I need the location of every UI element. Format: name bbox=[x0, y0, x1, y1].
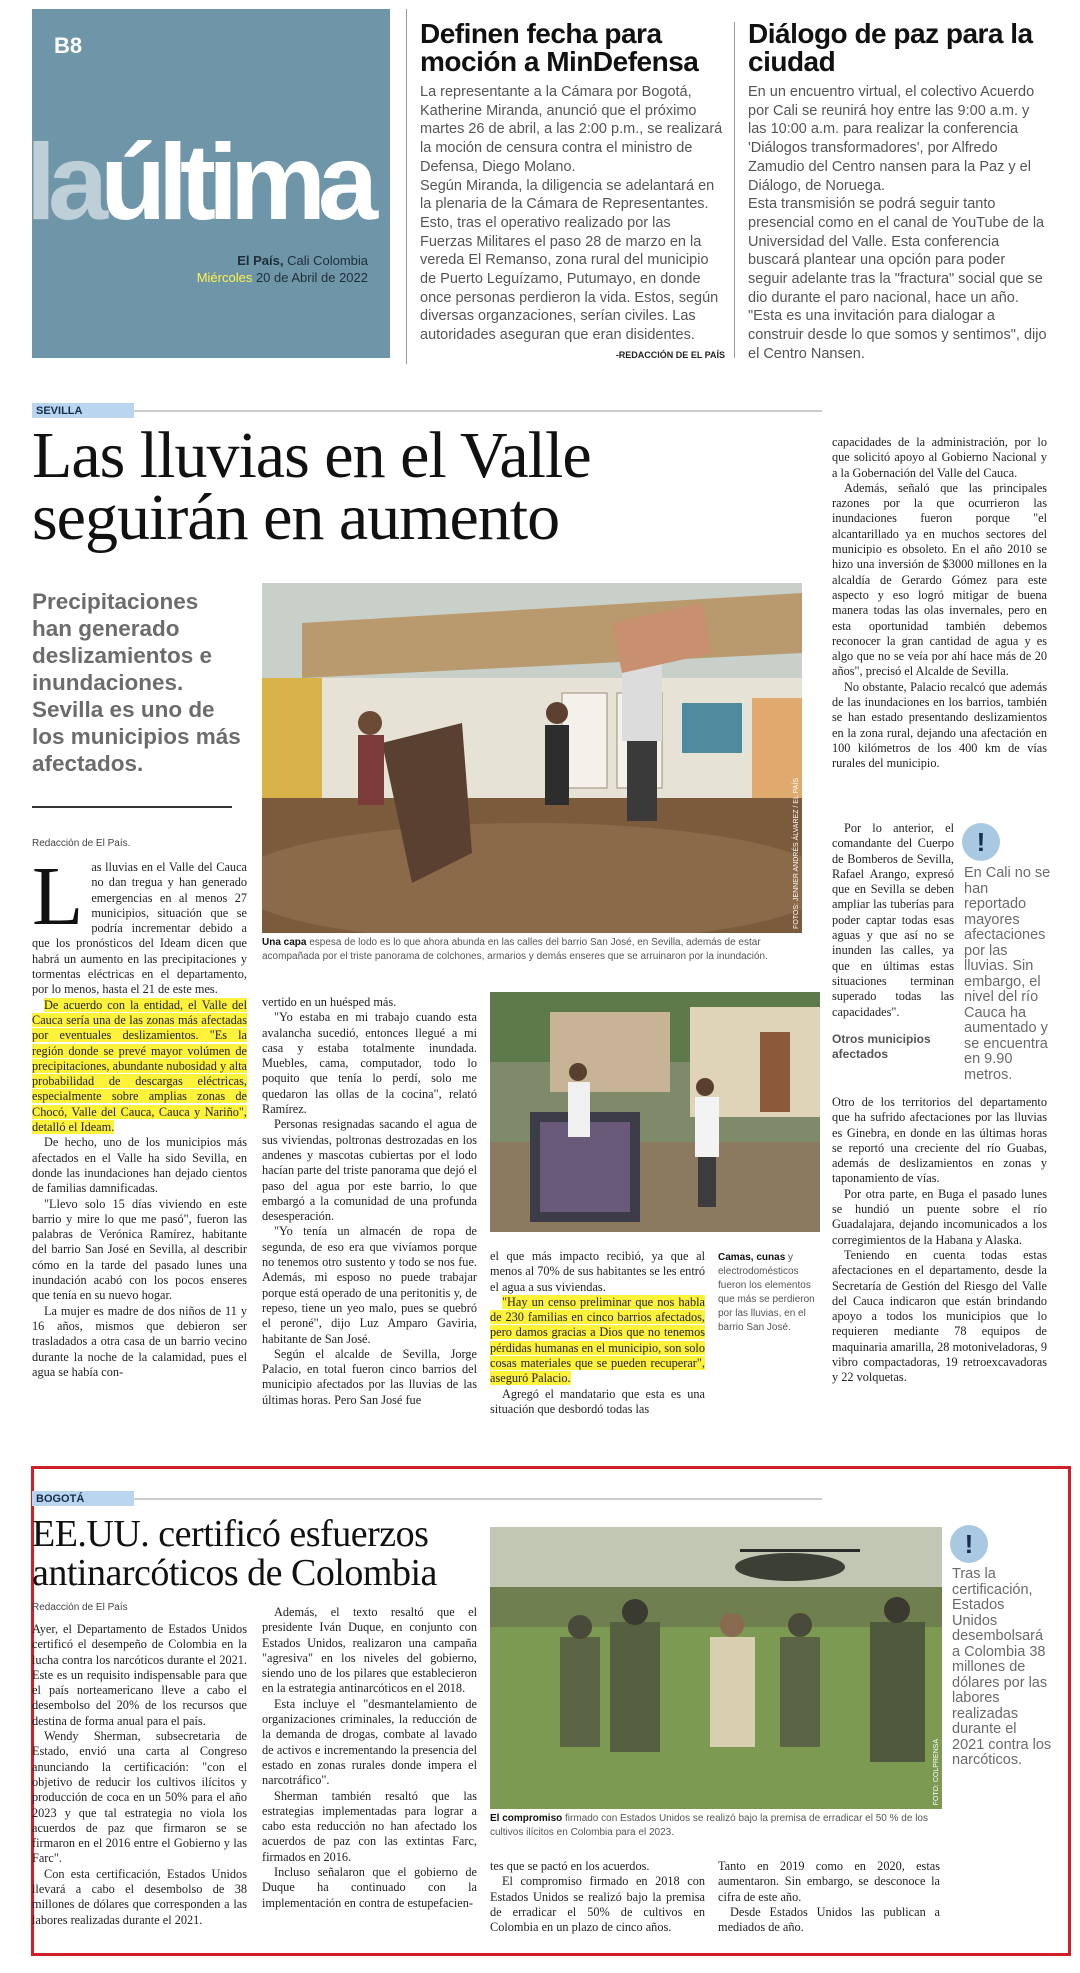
photo-credit: FOTOS: JENNER ANDRÉS ÁLVAREZ / EL PAÍS bbox=[793, 778, 800, 929]
side-note: En Cali no se han reportado mayores afectaciones por las lluvias. Sin embargo, el nivel del río Cauca ha aumentado y se encuentra en 9.90 metros. bbox=[964, 865, 1051, 1083]
brief-body: En un encuentro virtual, el colectivo Acuerdo por Cali se reunirá hoy entre las 9:00 a.m. y las 10:00 a.m. para realizar la conferencia 'Diálogos transformadores', por Alfredo Zamudio del Centro nansen para la Paz y el Diálogo, de Noruega. Esta transmisión se podrá seguir tanto presencial como en el canal de YouTube de la Universidad del Valle. Esta conferencia buscará plantear una opción para poder seguir adelante tras la "fractura" social que se dio durante el paro nacional, hace un año. "Esta es una invitación para dialogar a construir desde lo que somos y sentimos", dijo el Centro Nansen. bbox=[748, 84, 1047, 362]
section-tag: SEVILLA bbox=[32, 403, 134, 418]
location: Cali Colombia bbox=[287, 253, 368, 268]
date: 20 de Abril de 2022 bbox=[255, 270, 368, 285]
story-column-4: capacidades de la administración, por lo que solicitó apoyo al Gobierno Nacional y a la Gobernación del Valle del Cauca. Además, señaló que las principales razones por la que ocurrieron las inundaciones fueron porque "el alcantarillado ya en muchos sectores del municipio es obsoleto. En el año 2010 se hizo una inversión de $3000 millones en la alcaldía de Gerardo Gómez para este aspecto y eso logró mitigar de buena manera todas las olas invernales, pero en esta oportunidad también debemos reconocer la gran cantidad de agua y es algo que no se veía por ahí hace más de 20 años", precisó el Alcalde de Sevilla. No obstante, Palacio recalcó que además de las inundaciones en los barrios, también se han estado presentando deslizamientos en la zona rural, dejando una afectación en 100 kilómetros de los 400 km de vías rurales del municipio. bbox=[832, 435, 1047, 771]
highlighted-quote: "Hay un censo preliminar que nos habla de 230 familias en cinco barrios afectados, pero damos gracias a Dios que no tenemos pérdidas humanas en el municipio, son solo cosas materiales que se pueden recuperar", aseguró Palacio. bbox=[490, 1294, 705, 1386]
story-column-1: L as lluvias en el Valle del Cauca no dan tregua y han generado emergencias en al menos 27 municipios, situación que se podría incrementar debido a que los pronósticos del Ideam dicen que habrá un aumento en las precipitaciones y tormentas eléctricas en el departamento, por lo menos, hasta el 21 de este mes. De acuerdo con la entidad, el Valle del Cauca sería una de las zonas más afectadas por eventuales deslizamientos. "Es la región donde se prevé mayor volúmen de precipitaciones, abundante nubosidad y alta probabilidad de descargas eléctricas, especialmente sobre amplias zonas de Chocó, Valle del Cauca, Cauca y Nariño", detalló el Ideam. De hecho, uno de los municipios más afectados en el Valle ha sido Sevilla, en donde las inundaciones han dejado cientos de familias damnificadas. "Llevo solo 15 días viviendo en este barrio y mire lo que me pasó", fueron las palabras de Verónica Ramírez, habitante del barrio San José en Sevilla, al describir cómo en la tarde del pasado lunes una inundación acabó con los pocos enseres que tenía en su nuevo hogar. La mujer es madre de dos niños de 11 y 16 años, mismos que debieron ser trasladados a otra casa de un barrio vecino durante la noche de la calamidad, pues el agua se había con- bbox=[32, 850, 247, 1379]
section-logo: laúltima bbox=[26, 121, 371, 242]
flood-photo bbox=[262, 583, 802, 933]
headline: EE.UU. certificó esfuerzos antinarcóticos de Colombia bbox=[32, 1513, 437, 1594]
story-column-1: Ayer, el Departamento de Estados Unidos certificó el desempeño de Colombia en la lucha contra los narcóticos durante el 2021. Este es un requisito indispensable para que el país norteamericano lleve a cabo el desembolso del 20% de los recursos que destina de forma anual para el país. Wendy Sherman, subsecretaria de Estado, envió una carta al Congreso anunciando la certificación: "con el objetivo de reducir los cultivos ilícitos y producción de coca en un 50% para el año 2023 y que tal estrategia no viola los acuerdos de paz que firmaron se se firmaron en el 2016 entre el Gobierno y las Farc". Con esta certificación, Estados Unidos llevará a cabo el desembolso de 38 millones de dólares que corresponden a las labores realizadas durante el 2021. bbox=[32, 1622, 247, 1927]
brief-title: Diálogo de paz para la ciudad bbox=[748, 18, 1033, 77]
column-divider bbox=[734, 22, 735, 358]
brief-body: La representante a la Cámara por Bogotá, Katherine Miranda, anunció que el próximo martes 26 de abril, a las 2:00 p.m., se realizará la moción de censura contra el ministro de Defensa, Diego Molano. Según Miranda, la diligencia se adelantará en la plenaria de la Cámara de Representantes. Esto, tras el operativo realizado por las Fuerzas Militares el paso 28 de marzo en la vereda El Remanso, zona rural del municipio de Puerto Leguízamo, Putumayo, en donde once personas perdieron la vida. Estos, según diversas organzaciones, serían civiles. Las autoridades aseguran que eran disidentes. bbox=[420, 84, 723, 344]
brief-dialogo-paz bbox=[748, 20, 1048, 364]
story-column-3: el que más impacto recibió, ya que al menos al 70% de sus habitantes se les entró el agua a sus viviendas. "Hay un censo preliminar que nos habla de 230 familias en cinco barrios afectados, pero damos gracias a Dios que no tenemos pérdidas humanas en el municipio, son solo cosas materiales que se pueden recuperar", aseguró Palacio. Agregó el mandatario que esta es una situación que desbordó todas las bbox=[490, 1249, 705, 1416]
section-rule bbox=[134, 410, 822, 412]
alert-icon: ! bbox=[950, 1525, 988, 1563]
story-column-4-bottom: Otro de los territorios del departamento que ha sufrido afectaciones por las lluvias es Ginebra, en donde en las últimas horas se reportó una creciente del río Guabas, además de deslizamientos en zonas y taponamiento de vías. Por otra parte, en Buga el pasado lunes se hundió un puente sobre el río Guadalajara, dejando incomunicados a los corregimientos de la Habana y Alaska. Teniendo en cuenta todas estas afectaciones en el departamento, desde la Secretaría de Gestión del Riesgo del Valle del Cauca indicaron que están brindando apoyo a todos los municipios que lo requieren mediante 78 equipos de maquinaria amarilla, 28 motoniveladoras, 9 vibro compactadoras, 19 retroexcavadoras y 22 volquetas. bbox=[832, 1095, 1047, 1385]
headline: Las lluvias en el Valle seguirán en aumento bbox=[32, 419, 591, 554]
section-rule bbox=[134, 1498, 822, 1500]
byline: Redacción de El País bbox=[32, 1602, 128, 1613]
story-column-3: tes que se pactó en los acuerdos. El compromiso firmado en 2018 con Estados Unidos se realizó bajo la premisa de erradicar el 50% de cultivos en Colombia en un plazo de cinco años. bbox=[490, 1859, 705, 1935]
side-note: Tras la certificación, Estados Unidos desembolsará a Colombia 38 millones de dólares por las labores realizadas durante el 2021 contra los narcóticos. bbox=[952, 1566, 1052, 1768]
newspaper-name: El País, bbox=[237, 253, 284, 268]
section-brand-block bbox=[26, 9, 390, 358]
flood-photo-image bbox=[262, 583, 802, 933]
weekday: Miércoles bbox=[196, 270, 253, 285]
subheadline: Precipitaciones han generado deslizamientos e inundaciones. Sevilla es uno de los municipios más afectados. bbox=[32, 589, 241, 776]
street-photo bbox=[490, 992, 820, 1232]
brief-mindefensa bbox=[420, 20, 725, 360]
page-number: B8 bbox=[54, 33, 83, 58]
subhead: Otros municipios afectados bbox=[832, 1031, 931, 1062]
photo-caption: El compromiso firmado con Estados Unidos se realizó bajo la premisa de erradicar el 50 % de los cultivos ilícitos en Colombia para el 2023. bbox=[490, 1813, 928, 1838]
photo-credit: FOTO: COLPRENSA bbox=[933, 1738, 940, 1805]
section-tag: BOGOTÁ bbox=[32, 1491, 134, 1506]
soldiers-photo-image bbox=[490, 1527, 942, 1809]
alert-icon: ! bbox=[962, 823, 1000, 861]
photo-caption: Camas, cunas y electrodomésticos fueron los elementos que más se perdieron por las lluvias, en el barrio San José. bbox=[718, 1252, 815, 1333]
byline: Redacción de El País. bbox=[32, 838, 131, 849]
brief-title: Definen fecha para moción a MinDefensa bbox=[420, 18, 699, 77]
story-column-2: vertido en un huésped más. "Yo estaba en mi trabajo cuando esta avalancha sucedió, entonces llegué a mi casa y estaba totalmente inundada. Muebles, cama, computador, todo lo poquito que tenía lo perdí, solo me quedaron las ollas de la cocina", relató Ramírez. Personas resignadas sacando el agua de sus viviendas, poltronas destrozadas en los andenes y mascotas cubiertas por el lodo hacían parte del triste panorama que dejó el paso del agua por este barrio, lo que embargó a la comunidad de una profunda desesperación. "Yo tenía un almacén de ropa de segunda, de eso era que vivíamos porque no tenemos otro sustento y todo se nos fue. Además, mi esposo no puede trabajar porque está operado de una peritonitis y, de repeso, tiene un yeo malo, pues se quebró el peroné", dijo Luz Amparo Gaviria, habitante de San José. Según el alcalde de Sevilla, Jorge Palacio, en total fueron cinco barrios del municipio afectados por las lluvias de las últimas horas. Pero San José fue bbox=[262, 995, 477, 1407]
soldiers-photo bbox=[490, 1527, 942, 1809]
story-column-4: Tanto en 2019 como en 2020, estas aumentaron. Sin embargo, se desconoce la cifra de este año. Desde Estados Unidos las publican a mediados de año. bbox=[718, 1859, 940, 1935]
brief-credit: -REDACCIÓN DE EL PAÍS bbox=[615, 349, 725, 360]
street-photo-image bbox=[490, 992, 820, 1232]
drop-cap: L bbox=[32, 850, 84, 943]
photo-caption: Una capa espesa de lodo es lo que ahora abunda en las calles del barrio San José, en Sevilla, además de estar acompañada por el triste panorama de colchones, armarios y demás enseres que se arruinaron por la inundación. bbox=[262, 937, 768, 962]
story-column-2: Además, el texto resaltó que el presidente Iván Duque, en conjunto con Estados Unidos, realizaron una campaña "agresiva" en los niveles del gobierno, siendo uno de los pilares que establecieron en la estrategia antinarcóticos en el 2018. Esta incluye el "desmantelamiento de organizaciones criminales, la reducción de la demanda de drogas, combate al lavado de activos e incrementando la presencia del estado en zonas rurales donde impera el narcotráfico". Sherman también resaltó que las estrategias implementadas para lograr a cabo esta reducción no han afectado los acuerdos de paz con las extintas Farc, firmados en 2016. Incluso señalaron que el gobierno de Duque ha continuado con la implementación en contra de estupefacien- bbox=[262, 1605, 477, 1910]
column-divider bbox=[406, 9, 407, 364]
highlighted-quote: De acuerdo con la entidad, el Valle del Cauca sería una de las zonas más afectadas por eventuales deslizamientos. "Es la región donde se prevé mayor volúmen de precipitaciones, abundante nubosidad y alta probabilidad de descargas eléctricas, especialmente sobre amplias zonas de Chocó, Valle del Cauca, Cauca y Nariño", detalló el Ideam. bbox=[32, 997, 247, 1135]
subheadline-rule bbox=[32, 806, 232, 808]
edition-info bbox=[197, 252, 368, 286]
story-column-4-narrow: Por lo anterior, el comandante del Cuerpo de Bomberos de Sevilla, Rafael Arango, expresó que en Sevilla se deben ampliar las tuberías para poder captar todas esas aguas y que así no se inunden las calles, ya que en últimas estas situaciones terminan superado todas las capacidades". Otros municipios afectados bbox=[832, 821, 954, 1062]
